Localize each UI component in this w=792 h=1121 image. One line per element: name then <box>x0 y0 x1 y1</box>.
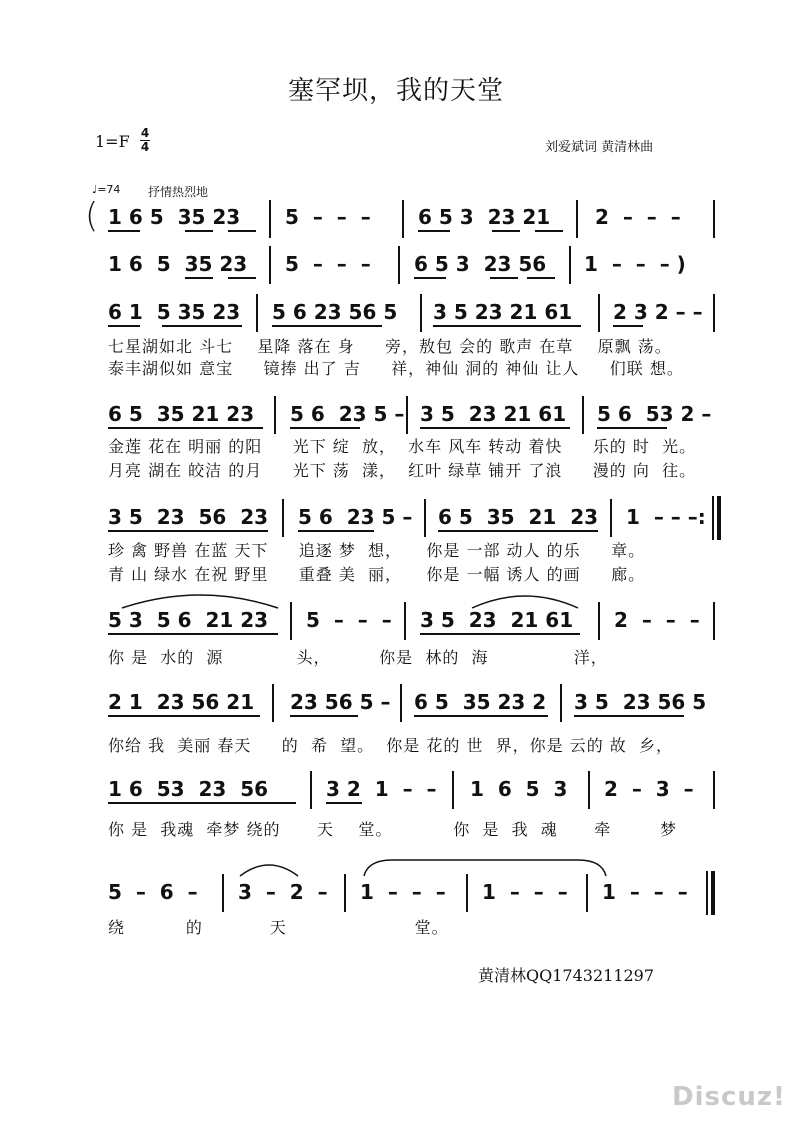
final-barline-thick <box>711 871 715 915</box>
barline <box>713 771 715 809</box>
measure-r1-1: 1 6 5 35 23 <box>108 205 241 229</box>
expression-mark: 抒情热烈地 <box>148 185 209 199</box>
measure-r1-2: 5 – – – <box>285 205 371 229</box>
open-paren: ( <box>85 196 99 236</box>
beam <box>228 277 256 279</box>
measure-r4-2: 5 6 23 5 – <box>290 402 405 426</box>
measure-r5-2: 5 6 23 5 – <box>298 505 413 529</box>
beam <box>490 277 518 279</box>
beam <box>162 325 242 327</box>
measure-r6-1: 5 3 5 6 21 23 <box>108 608 269 632</box>
lyric-r7: 你给 我 美丽 春天 的 希 望。 你是 花的 世 界，你是 云的 故 乡， <box>108 736 673 755</box>
barline <box>713 200 715 238</box>
beam <box>108 230 140 232</box>
barline <box>420 294 422 332</box>
measure-r2-1: 1 6 5 35 23 <box>108 252 248 276</box>
barline <box>424 499 426 537</box>
beam <box>108 427 263 429</box>
time-signature <box>140 127 150 154</box>
measure-r9-2: 3 – 2 – <box>238 880 328 904</box>
tie-r9 <box>238 858 300 880</box>
watermark-logo: Discuz! <box>672 1082 786 1112</box>
beam <box>420 633 580 635</box>
barline <box>222 874 224 912</box>
barline <box>598 294 600 332</box>
measure-r4-4: 5 6 53 2 – <box>597 402 712 426</box>
beam <box>438 530 598 532</box>
measure-r7-4: 3 5 23 56 5 <box>574 690 707 714</box>
lyric-r5-verse2: 青 山 绿水 在祝 野里 重叠 美 丽， 你是 一幅 诱人 的画 廊。 <box>108 565 646 584</box>
beam <box>272 325 382 327</box>
lyric-r5-verse1: 珍 禽 野兽 在蓝 天下 追逐 梦 想， 你是 一部 动人 的乐 章。 <box>108 541 646 560</box>
measure-r3-3: 3 5 23 21 61 <box>433 300 573 324</box>
barline <box>282 499 284 537</box>
measure-r9-4: 1 – – – <box>482 880 568 904</box>
lyric-r4-verse1: 金莲 花在 明丽 的阳 光下 绽 放， 水车 风车 转动 着快 乐的 时 光。 <box>108 437 697 456</box>
measure-r6-2: 5 – – – <box>306 608 392 632</box>
measure-r1-4: 2 – – – <box>595 205 681 229</box>
measure-r7-1: 2 1 23 56 21 <box>108 690 255 714</box>
measure-r8-1: 1 6 53 23 56 <box>108 777 269 801</box>
measure-r5-4: 1 – – –: <box>626 505 706 529</box>
beam <box>574 715 684 717</box>
barline <box>569 246 571 284</box>
barline <box>310 771 312 809</box>
barline <box>274 396 276 434</box>
measure-r8-4: 2 – 3 – <box>604 777 694 801</box>
repeat-barline-thick <box>717 496 721 540</box>
barline <box>588 771 590 809</box>
measure-r8-3: 1 6 5 3 <box>470 777 568 801</box>
beam <box>185 230 213 232</box>
measure-r1-3: 6 5 3 23 21 <box>418 205 551 229</box>
beam <box>420 427 570 429</box>
barline <box>269 200 271 238</box>
lyric-r8: 你 是 我魂 牵梦 绕的 天 堂。 你 是 我 魂 牵 梦 <box>108 820 677 839</box>
barline <box>398 246 400 284</box>
barline <box>598 602 600 640</box>
measure-r9-5: 1 – – – <box>602 880 688 904</box>
beam <box>414 277 446 279</box>
beam <box>535 230 563 232</box>
beam <box>290 715 358 717</box>
beam <box>108 325 140 327</box>
lyric-r3-verse2: 泰丰湖似如 意宝 镜捧 出了 吉 祥，神仙 洞的 神仙 让人 们联 想。 <box>108 359 684 378</box>
beam <box>527 277 555 279</box>
key-signature: 1=F <box>95 132 130 151</box>
beam <box>492 230 520 232</box>
beam <box>228 230 256 232</box>
measure-r9-1: 5 – 6 – <box>108 880 198 904</box>
measure-r6-4: 2 – – – <box>614 608 700 632</box>
lyric-r3-verse1: 七星湖如北 斗七 星降 落在 身 旁，敖包 会的 歌声 在草 原飘 荡。 <box>108 337 672 356</box>
barline <box>466 874 468 912</box>
beam <box>418 230 450 232</box>
measure-r7-3: 6 5 35 23 2 <box>414 690 547 714</box>
barline <box>404 602 406 640</box>
measure-r2-3: 6 5 3 23 56 <box>414 252 547 276</box>
barline <box>400 684 402 722</box>
measure-r4-3: 3 5 23 21 61 <box>420 402 567 426</box>
barline <box>290 602 292 640</box>
barline <box>576 200 578 238</box>
barline <box>582 396 584 434</box>
lyric-r6: 你 是 水的 源 头， 你是 林的 海 洋， <box>108 648 608 667</box>
beam <box>108 802 296 804</box>
tie-r9b <box>362 856 608 880</box>
measure-r5-3: 6 5 35 21 23 <box>438 505 599 529</box>
lyric-r9: 绕 的 天 堂。 <box>108 918 449 937</box>
barline <box>256 294 258 332</box>
measure-r3-1: 6 1 5 35 23 <box>108 300 241 324</box>
arranger-signature: 黄清林QQ1743211297 <box>478 966 655 985</box>
barline <box>713 602 715 640</box>
barline <box>610 499 612 537</box>
beam <box>597 427 667 429</box>
tempo-mark: ♩=74 <box>92 183 121 196</box>
beam <box>185 277 213 279</box>
measure-r7-2: 23 56 5 – <box>290 690 391 714</box>
measure-r2-4: 1 – – – ) <box>584 252 686 276</box>
page-title: 塞罕坝，我的天堂 <box>287 76 504 106</box>
time-signature-top: 4 <box>140 126 150 140</box>
measure-r3-4: 2 3 2 – – <box>613 300 703 324</box>
barline <box>560 684 562 722</box>
measure-r9-3: 1 – – – <box>360 880 446 904</box>
beam <box>326 802 362 804</box>
beam <box>108 715 260 717</box>
beam <box>290 427 360 429</box>
barline <box>272 684 274 722</box>
barline <box>406 396 408 434</box>
repeat-barline-thin <box>712 496 714 540</box>
measure-r4-1: 6 5 35 21 23 <box>108 402 255 426</box>
measure-r2-2: 5 – – – <box>285 252 371 276</box>
beam <box>414 715 548 717</box>
measure-r5-1: 3 5 23 56 23 <box>108 505 269 529</box>
barline <box>269 246 271 284</box>
measure-r6-3: 3 5 23 21 61 <box>420 608 574 632</box>
beam <box>108 633 278 635</box>
beam <box>108 530 268 532</box>
beam <box>433 325 581 327</box>
barline <box>713 294 715 332</box>
beam <box>613 325 643 327</box>
credits: 刘爱斌词 黄清林曲 <box>545 140 654 155</box>
barline <box>344 874 346 912</box>
time-signature-bottom: 4 <box>140 140 150 154</box>
lyric-r4-verse2: 月亮 湖在 皎洁 的月 光下 荡 漾， 红叶 绿草 铺开 了浪 漫的 向 往。 <box>108 461 697 480</box>
final-barline-thin <box>706 871 708 915</box>
measure-r3-2: 5 6 23 56 5 <box>272 300 398 324</box>
barline <box>452 771 454 809</box>
barline <box>586 874 588 912</box>
barline <box>402 200 404 238</box>
measure-r8-2: 3 2 1 – – <box>326 777 437 801</box>
beam <box>298 530 374 532</box>
